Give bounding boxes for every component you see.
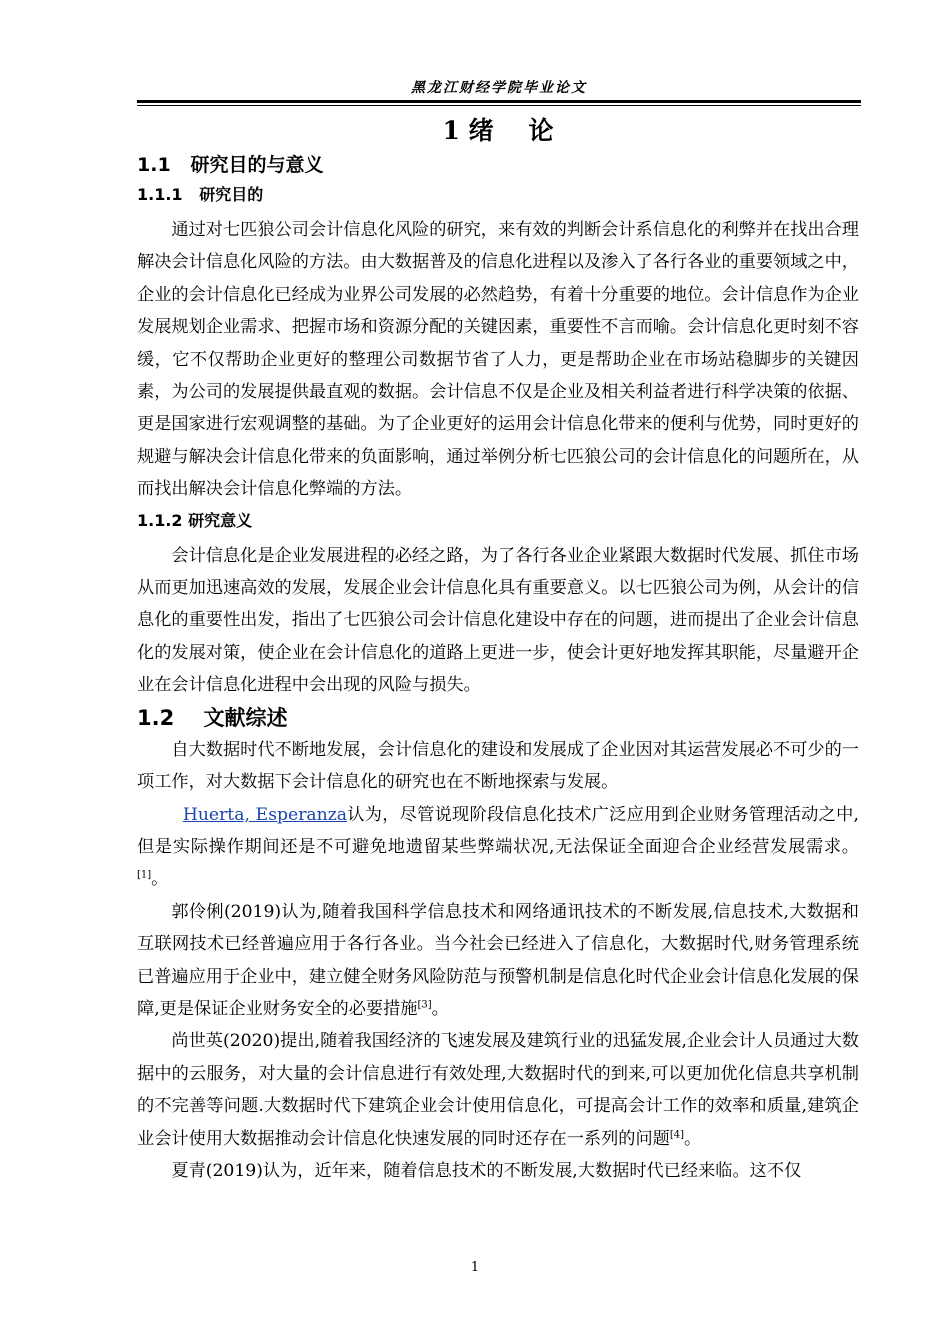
paragraph-research-purpose: 通过对七匹狼公司会计信息化风险的研究，来有效的判断会计系信息化的利弊并在找出合理解决会计信息化风险的方法。由大数据普及的信息化进程以及渗入了各行各业的重要领域之中，企业的会计信息化已经成为业界公司发展的必然趋势，有着十分重要的地位。会计信息作为企业发展规划企业需求、把握市场和资源分配的关键因素，重要性不言而喻。会计信息化更时刻不容缓，它不仅帮助企业更好的整理公司数据节省了人力，更是帮助企业在市场站稳脚步的关键因素，为公司的发展提供最直观的数据。会计信息不仅是企业及相关利益者进行科学决策的依据、更是国家进行宏观调整的基础。为了企业更好的运用会计信息化带来的便利与优势，同时更好的规避与解决会计信息化带来的负面影响，通过举例分析七匹狼公司的会计信息化的问题所在，从而找出解决会计信息化弊端的方法。: [137, 220, 859, 500]
paragraph-literature-guo: [137, 896, 859, 1026]
citation-1: [1]: [137, 869, 152, 881]
paragraph-end-mark: 。: [151, 869, 169, 890]
header-rule-thick: [137, 100, 861, 103]
paragraph-research-significance: 会计信息化是企业发展进程的必经之路，为了各行各业企业紧跟大数据时代发展、抓住市场从而更加迅速高效的发展，发展企业会计信息化具有重要意义。以七匹狼公司为例，从会计的信息化的重要性出发，指出了七匹狼公司会计信息化建设中存在的问题，进而提出了企业会计信息化的发展对策，使企业在会计信息化的道路上更进一步，使会计更好地发挥其职能，尽量避开企业在会计信息化进程中会出现的风险与损失。: [137, 545, 859, 696]
section-heading-1-1-1: 1.1.1 研究目的: [137, 185, 264, 204]
page-number: 1: [470, 1260, 480, 1275]
paragraph-literature-guo-text: 郭伶俐(2019)认为,随着我国科学信息技术和网络通讯技术的不断发展,信息技术,大数据和互联网技术已经普遍应用于各行各业。当今社会已经进入了信息化，大数据时代,财务管理系统已普遍应用于企业中，建立健全财务风险防范与预警机制是信息化时代企业会计信息化发展的保障,更是保证企业财务安全的必要措施: [137, 901, 859, 1019]
section-heading-1-1: 1.1 研究目的与意义: [137, 154, 324, 176]
paragraph-literature-huerta-text: 认为，尽管说现阶段信息化技术广泛应用到企业财务管理活动之中,但是实际操作期间还是不可避免地遗留某些弊端状况,无法保证全面迎合企业经营发展需求。: [137, 804, 859, 857]
paragraph-end-mark: 。: [431, 998, 449, 1019]
running-header: 黑龙江财经学院毕业论文: [411, 80, 587, 96]
citation-3: [3]: [417, 999, 432, 1011]
page-content: [137, 112, 859, 1187]
paragraph-literature-xia: 夏青(2019)认为，近年来，随着信息技术的不断发展,大数据时代已经来临。这不仅: [171, 1160, 802, 1181]
section-heading-1-2: 1.2 文献综述: [137, 705, 288, 730]
citation-4: [4]: [669, 1128, 684, 1140]
chapter-title: 1 绪 论: [442, 116, 554, 145]
indent-space: [171, 805, 182, 825]
header-rule-thin: [137, 105, 861, 106]
paragraph-literature-huerta: [137, 799, 859, 896]
author-link-huerta[interactable]: Huerta, Esperanza: [182, 804, 348, 825]
paragraph-literature-intro: 自大数据时代不断地发展，会计信息化的建设和发展成了企业因对其运营发展必不可少的一项工作，对大数据下会计信息化的研究也在不断地探索与发展。: [137, 739, 859, 793]
paragraph-literature-shang: [137, 1025, 859, 1155]
paragraph-literature-shang-text: 尚世英(2020)提出,随着我国经济的飞速发展及建筑行业的迅猛发展,企业会计人员通过大数据中的云服务，对大量的会计信息进行有效处理,大数据时代的到来,可以更加优化信息共享机制的不完善等问题.大数据时代下建筑企业会计使用信息化，可提高会计工作的效率和质量,建筑企业会计使用大数据推动会计信息化快速发展的同时还存在一系列的问题: [137, 1031, 859, 1149]
section-heading-1-1-2: 1.1.2 研究意义: [137, 510, 253, 530]
paragraph-end-mark: 。: [684, 1128, 702, 1149]
